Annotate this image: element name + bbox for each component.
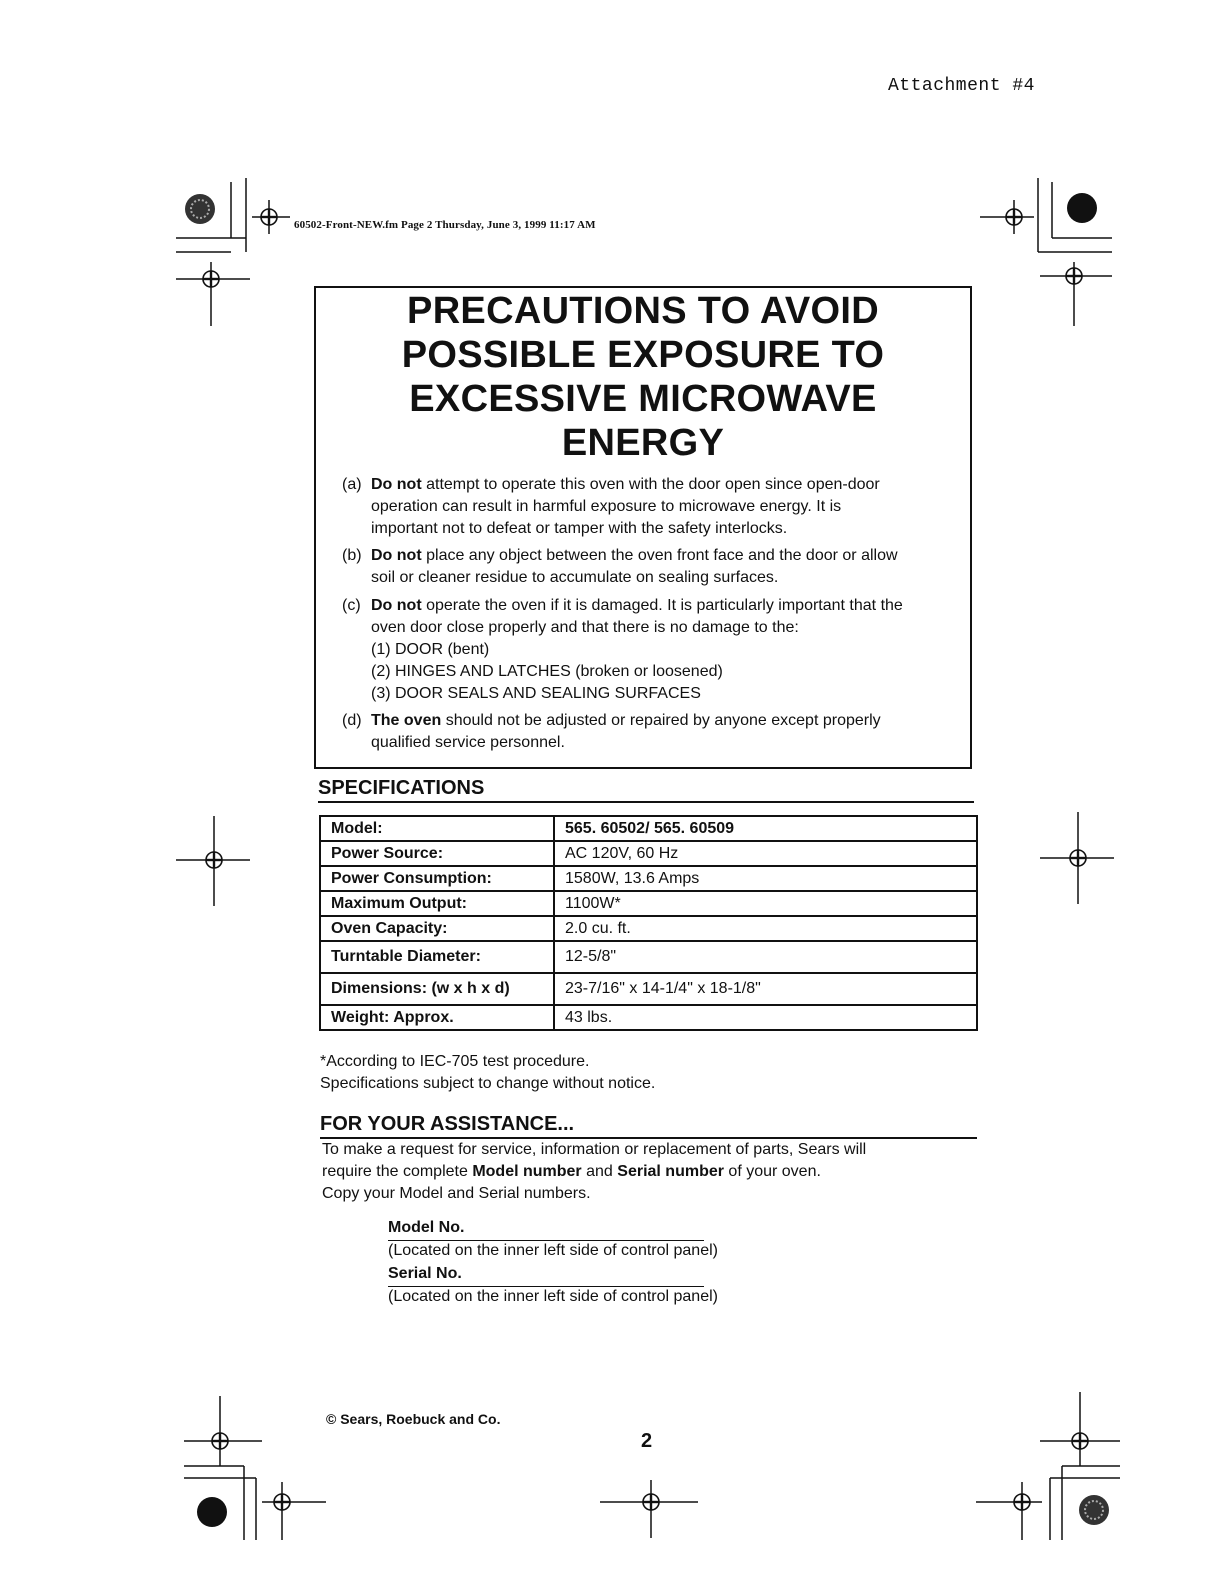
precaution-lead: The oven [371, 712, 442, 729]
precaution-lead: Do not [371, 597, 422, 614]
spec-footnote: *According to IEC-705 test procedure. [320, 1053, 590, 1070]
precaution-line: operation can result in harmful exposure to microwave energy. It is [371, 498, 842, 515]
table-row [320, 816, 977, 841]
precaution-lead: Do not [371, 476, 422, 493]
serial-number-emphasis: Serial number [617, 1163, 724, 1180]
precaution-label: (c) [342, 597, 361, 614]
warning-title-line: POSSIBLE EXPOSURE TO [401, 334, 885, 376]
warning-title [316, 289, 970, 465]
precaution-line: oven door close properly and that there is no damage to the: [371, 619, 799, 636]
table-row [320, 916, 977, 941]
precaution-line: attempt to operate this oven with the door open since open-door [426, 476, 880, 493]
spec-value: 1100W* [554, 891, 977, 916]
serial-number-label: Serial No. [388, 1265, 462, 1282]
spec-value: 2.0 cu. ft. [554, 916, 977, 941]
assistance-text-line: To make a request for service, information or replacement of parts, Sears will [322, 1141, 867, 1158]
spec-key: Dimensions: (w x h x d) [320, 973, 554, 1005]
assistance-text-line: require the complete Model number and Serial number of your oven. [322, 1163, 821, 1180]
specifications-heading: SPECIFICATIONS [318, 777, 485, 799]
warning-title-line: ENERGY [561, 422, 725, 464]
spec-key: Oven Capacity: [320, 916, 554, 941]
precaution-subitem: (2) HINGES AND LATCHES (broken or loosened) [371, 663, 723, 680]
file-slug: 60502-Front-NEW.fm Page 2 Thursday, June 3, 1999 11:17 AM [294, 219, 596, 231]
precaution-subitem: (1) DOOR (bent) [371, 641, 490, 658]
copyright-notice: © Sears, Roebuck and Co. [326, 1411, 501, 1427]
spec-key: Maximum Output: [320, 891, 554, 916]
spec-footnote: Specifications subject to change without notice. [320, 1075, 656, 1092]
precaution-item-a [342, 474, 962, 540]
spec-value: AC 120V, 60 Hz [554, 841, 977, 866]
table-row [320, 1005, 977, 1030]
spec-value: 43 lbs. [554, 1005, 977, 1030]
precaution-line: should not be adjusted or repaired by anyone except properly [445, 712, 881, 729]
top-left-dotted-target-icon [185, 194, 215, 224]
model-number-hint: (Located on the inner left side of control panel) [388, 1242, 718, 1259]
warning-title-line: EXCESSIVE MICROWAVE [409, 378, 877, 420]
precaution-line: soil or cleaner residue to accumulate on sealing surfaces. [371, 569, 779, 586]
assistance-heading: FOR YOUR ASSISTANCE... [320, 1113, 575, 1135]
spec-value: 23-7/16" x 14-1/4" x 18-1/8" [554, 973, 977, 1005]
table-row [320, 891, 977, 916]
model-number-label: Model No. [388, 1219, 465, 1236]
page-number: 2 [641, 1430, 653, 1452]
warning-title-line: PRECAUTIONS TO AVOID [407, 290, 879, 332]
table-row [320, 973, 977, 1005]
spec-value: 565. 60502/ 565. 60509 [554, 816, 977, 841]
precaution-line: place any object between the oven front face and the door or allow [426, 547, 898, 564]
precaution-line: operate the oven if it is damaged. It is particularly important that the [426, 597, 903, 614]
table-row [320, 866, 977, 891]
attachment-label: Attachment #4 [888, 76, 1035, 96]
table-row [320, 941, 977, 973]
precaution-lead: Do not [371, 547, 422, 564]
precaution-label: (b) [342, 547, 362, 564]
spec-value: 12-5/8" [554, 941, 977, 973]
precaution-label: (a) [342, 476, 362, 493]
precaution-subitem: (3) DOOR SEALS AND SEALING SURFACES [371, 685, 701, 702]
assistance-text-line: Copy your Model and Serial numbers. [322, 1185, 591, 1202]
precaution-label: (d) [342, 712, 362, 729]
spec-key: Power Consumption: [320, 866, 554, 891]
table-row [320, 841, 977, 866]
specifications-rule [318, 801, 974, 803]
spec-key: Power Source: [320, 841, 554, 866]
spec-key: Weight: Approx. [320, 1005, 554, 1030]
precaution-item-b [342, 545, 962, 589]
precaution-item-c [342, 595, 962, 705]
model-number-emphasis: Model number [472, 1163, 582, 1180]
spec-key: Model: [320, 816, 554, 841]
precaution-line: qualified service personnel. [371, 734, 565, 751]
bottom-right-dotted-target-icon [1079, 1495, 1109, 1525]
spec-value: 1580W, 13.6 Amps [554, 866, 977, 891]
serial-number-hint: (Located on the inner left side of control panel) [388, 1288, 718, 1305]
specifications-table [319, 815, 978, 1031]
spec-key: Turntable Diameter: [320, 941, 554, 973]
precaution-item-d [342, 710, 962, 754]
precaution-line: important not to defeat or tamper with the safety interlocks. [371, 520, 788, 537]
